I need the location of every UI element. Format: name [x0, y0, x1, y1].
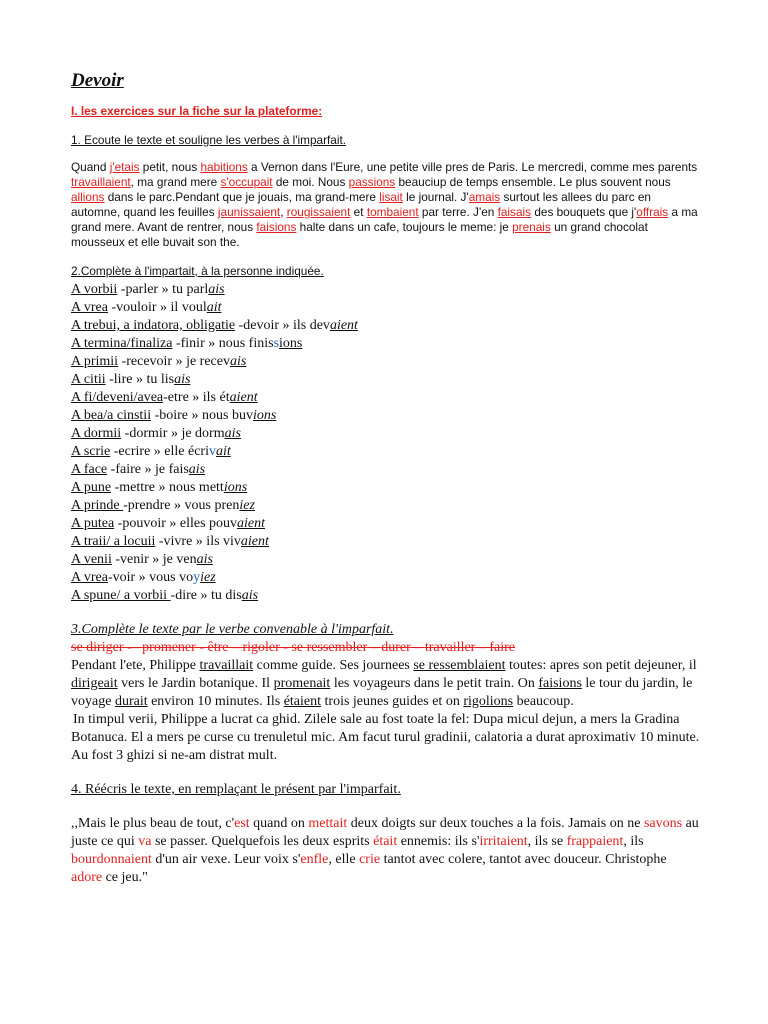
exercise-1-instruction: 1. Ecoute le texte et souligne les verbes à l'imparfait.	[71, 133, 347, 147]
exercise-4-text	[71, 815, 701, 887]
text-run: -mettre » nous mett	[111, 480, 224, 495]
text-run: allions	[71, 190, 105, 204]
verb-line	[71, 551, 701, 569]
text-run: ,,Mais le plus beau de tout, c'	[71, 816, 235, 831]
section-1-heading: I. les exercices sur la fiche sur la plateforme:	[71, 104, 323, 118]
text-run: se passer. Quelquefois les deux esprits	[151, 834, 374, 849]
text-run: A fi/deveni/avea	[71, 390, 164, 405]
text-run: –	[475, 640, 490, 655]
text-run: , ils se	[527, 834, 567, 849]
text-run: de moi. Nous	[272, 175, 349, 189]
text-run: faisais	[497, 205, 532, 219]
text-run: j'etais	[109, 160, 140, 174]
text-run: prenais	[512, 220, 551, 234]
text-run: Pendant l'ete, Philippe	[71, 658, 200, 673]
text-run: A traii/ a locuii	[71, 534, 156, 549]
text-run: -voir » vous vo	[107, 570, 194, 585]
text-run: -dire » tu dis	[170, 588, 242, 603]
text-run: -pouvoir » elles pouv	[114, 516, 238, 531]
text-run: par terre. J'en	[418, 205, 498, 219]
text-run: étaient	[283, 694, 322, 709]
text-run: , elle	[328, 852, 360, 867]
text-run: jaunissaient	[217, 205, 281, 219]
document-page	[71, 70, 701, 887]
text-run: travaillait	[199, 658, 254, 673]
exercise-1-text	[71, 160, 701, 250]
text-run: offrais	[636, 205, 669, 219]
text-run: promener	[142, 640, 196, 655]
text-run: A termina/finaliza	[71, 336, 173, 351]
text-run: passions	[348, 175, 396, 189]
text-run: y	[193, 570, 201, 585]
text-run: crie	[359, 852, 381, 867]
text-run: se ressemblaient	[413, 658, 506, 673]
verb-line	[71, 371, 701, 389]
text-run: travaillaient	[71, 175, 131, 189]
text-run: A scrie	[71, 444, 111, 459]
text-run: être	[207, 640, 229, 655]
text-run: amais	[468, 190, 501, 204]
text-run: faisions	[256, 220, 297, 234]
text-run: dirigeait	[71, 676, 118, 691]
text-run: iez	[239, 498, 255, 513]
text-run: petit, nous	[139, 160, 201, 174]
text-run: ais	[224, 426, 241, 441]
text-run: environ 10 minutes. Ils	[147, 694, 284, 709]
text-run: A vorbii	[71, 282, 118, 297]
text-run: le tour du jardin, le voyage	[71, 676, 693, 709]
text-run: dans le parc.Pendant que je jouais, ma grand-mere	[104, 190, 380, 204]
text-run: frappaient	[566, 834, 624, 849]
text-run: -–	[123, 640, 143, 655]
verb-line	[71, 389, 701, 407]
text-run: ions	[279, 336, 303, 351]
text-run: s'occupait	[220, 175, 273, 189]
text-run: tantot avec colere, tantot avec douceur. Christophe	[380, 852, 667, 867]
text-run: et	[350, 205, 367, 219]
verb-line	[71, 569, 701, 587]
text-run: promenait	[273, 676, 331, 691]
text-run: s	[273, 336, 280, 351]
text-run: v	[208, 444, 216, 459]
text-run: -boire » nous buv	[151, 408, 253, 423]
text-run: comme guide. Ses journees	[253, 658, 414, 673]
text-run: -vouloir » il voul	[107, 300, 207, 315]
verb-line	[71, 533, 701, 551]
text-run: A primii	[71, 354, 119, 369]
text-run: –	[367, 640, 382, 655]
text-run: ais	[188, 462, 206, 477]
text-run: , ma grand mere	[130, 175, 221, 189]
text-run: se diriger	[71, 640, 124, 655]
text-run: -faire » je fais	[107, 462, 189, 477]
text-run: faire	[489, 640, 515, 655]
text-run: faisions	[538, 676, 582, 691]
text-run: ions	[223, 480, 248, 495]
text-run: ais	[196, 552, 213, 567]
text-run: est	[234, 816, 250, 831]
text-run: , ils	[623, 834, 644, 849]
text-run: beauciup de temps ensemble. Le plus souvent nous	[395, 175, 671, 189]
text-run: A trebui, a indatora, obligatie	[71, 318, 236, 333]
verb-line	[71, 335, 701, 353]
text-run: -etre » ils ét	[163, 390, 230, 405]
verb-list	[71, 281, 701, 605]
text-run: mettait	[308, 816, 348, 831]
text-run: -lire » tu lis	[105, 372, 175, 387]
text-run: va	[138, 834, 152, 849]
exercise-3-instruction: 3.Complète le texte par le verbe convenable à l'imparfait.	[71, 622, 394, 637]
text-run: les voyageurs dans le petit train. On	[330, 676, 539, 691]
text-run: ais	[174, 372, 191, 387]
text-run: beaucoup.	[513, 694, 574, 709]
text-run: ait	[215, 444, 231, 459]
exercise-2-instruction: 2.Complète à l'impartait, à la personne indiquée.	[71, 264, 324, 278]
verb-line	[71, 443, 701, 461]
text-run: aient	[329, 318, 358, 333]
text-run: A face	[71, 462, 108, 477]
text-run: se ressembler	[291, 640, 368, 655]
text-run: vers le Jardin botanique. Il	[117, 676, 274, 691]
exercise-4-instruction: 4. Réécris le texte, en remplaçant le présent par l'imparfait.	[71, 782, 401, 797]
text-run: -venir » je ven	[111, 552, 197, 567]
text-run: -dormir » je dorm	[121, 426, 225, 441]
text-run: a ma grand mere. Avant de rentrer, nous	[71, 205, 698, 234]
text-run: -recevoir » je recev	[118, 354, 230, 369]
text-run: aient	[229, 390, 258, 405]
text-run: toutes: apres son petit dejeuner, il	[505, 658, 697, 673]
text-run: durer	[381, 640, 411, 655]
text-run: –	[410, 640, 425, 655]
exercise-3-text	[71, 657, 701, 711]
text-run: enfle	[300, 852, 329, 867]
text-run: ait	[206, 300, 222, 315]
text-run: A prinde	[71, 498, 124, 513]
verb-line	[71, 407, 701, 425]
verb-line	[71, 587, 701, 605]
text-run: -	[195, 640, 208, 655]
text-run: A pune	[71, 480, 112, 495]
text-run: aient	[240, 534, 269, 549]
verb-line	[71, 299, 701, 317]
text-run: ce jeu."	[102, 870, 148, 885]
text-run: deux doigts sur deux touches a la fois. Jamais on ne	[347, 816, 644, 831]
text-run: au juste ce qui	[71, 816, 699, 849]
verb-line	[71, 281, 701, 299]
text-run: -ecrire » elle écri	[110, 444, 209, 459]
text-run: trois jeunes guides et on	[321, 694, 464, 709]
text-run: A spune/ a vorbii	[71, 588, 171, 603]
text-run: irritaient	[479, 834, 528, 849]
text-run: des bouquets que j'	[531, 205, 637, 219]
text-run: Quand	[71, 160, 110, 174]
text-run: savons	[643, 816, 683, 831]
text-run: halte dans un cafe, toujours le meme: je	[296, 220, 513, 234]
text-run: A citii	[71, 372, 106, 387]
verb-line	[71, 479, 701, 497]
text-run: le journal. J'	[402, 190, 469, 204]
verb-line	[71, 425, 701, 443]
text-run: -parler » tu parl	[117, 282, 209, 297]
text-run: lisait	[379, 190, 403, 204]
text-run: – rigoler -	[228, 640, 292, 655]
verb-line	[71, 353, 701, 371]
text-run: durait	[114, 694, 148, 709]
document-title: Devoir	[71, 70, 124, 91]
text-run: iez	[200, 570, 216, 585]
text-run: a Vernon dans l'Eure, une petite ville pres de Paris. Le mercredi, comme mes parents	[247, 160, 698, 174]
text-run: quand on	[249, 816, 309, 831]
text-run: habitions	[200, 160, 248, 174]
text-run: ennemis: ils s'	[397, 834, 480, 849]
text-run: travailler	[424, 640, 476, 655]
verb-line	[71, 515, 701, 533]
text-run: -prendre » vous pren	[123, 498, 240, 513]
text-run: ,	[280, 205, 287, 219]
text-run: -finir » nous finis	[172, 336, 274, 351]
text-run: ions	[252, 408, 277, 423]
text-run: A vrea	[71, 300, 108, 315]
text-run: ais	[208, 282, 225, 297]
text-run: -devoir » ils dev	[235, 318, 330, 333]
exercise-3-translation: In timpul verii, Philippe a lucrat ca ghid. Zilele sale au fost toate la fel: Dupa micul dejun, a mers la Gradina Botanuca. El a mers pe curse cu trenuletul mic. Am facut turul gradinii, calatoria a durat aproximativ 10 minute. Au fost 3 ghizi si ne-am distrat mult.	[71, 712, 700, 763]
text-run: tombaient	[366, 205, 419, 219]
text-run: rigolions	[463, 694, 514, 709]
verb-line	[71, 497, 701, 515]
text-run: A putea	[71, 516, 115, 531]
text-run: d'un air vexe. Leur voix s'	[151, 852, 301, 867]
text-run: rougissaient	[286, 205, 351, 219]
text-run: bourdonnaient	[71, 852, 152, 867]
text-run: A bea/a cinstii	[71, 408, 152, 423]
text-run: A dormii	[71, 426, 122, 441]
word-bank	[71, 639, 701, 657]
text-run: A venii	[71, 552, 112, 567]
verb-line	[71, 461, 701, 479]
text-run: ais	[241, 588, 259, 603]
text-run: était	[373, 834, 398, 849]
text-run: -vivre » ils viv	[155, 534, 241, 549]
text-run: surtout les allees du parc en automne, quand les feuilles	[71, 190, 651, 219]
text-run: A vrea	[71, 570, 108, 585]
text-run: adore	[71, 870, 103, 885]
text-run: ais	[230, 354, 247, 369]
text-run: un grand chocolat mousseux et elle buvait son the.	[71, 220, 648, 249]
text-run: aient	[237, 516, 266, 531]
verb-line	[71, 317, 701, 335]
